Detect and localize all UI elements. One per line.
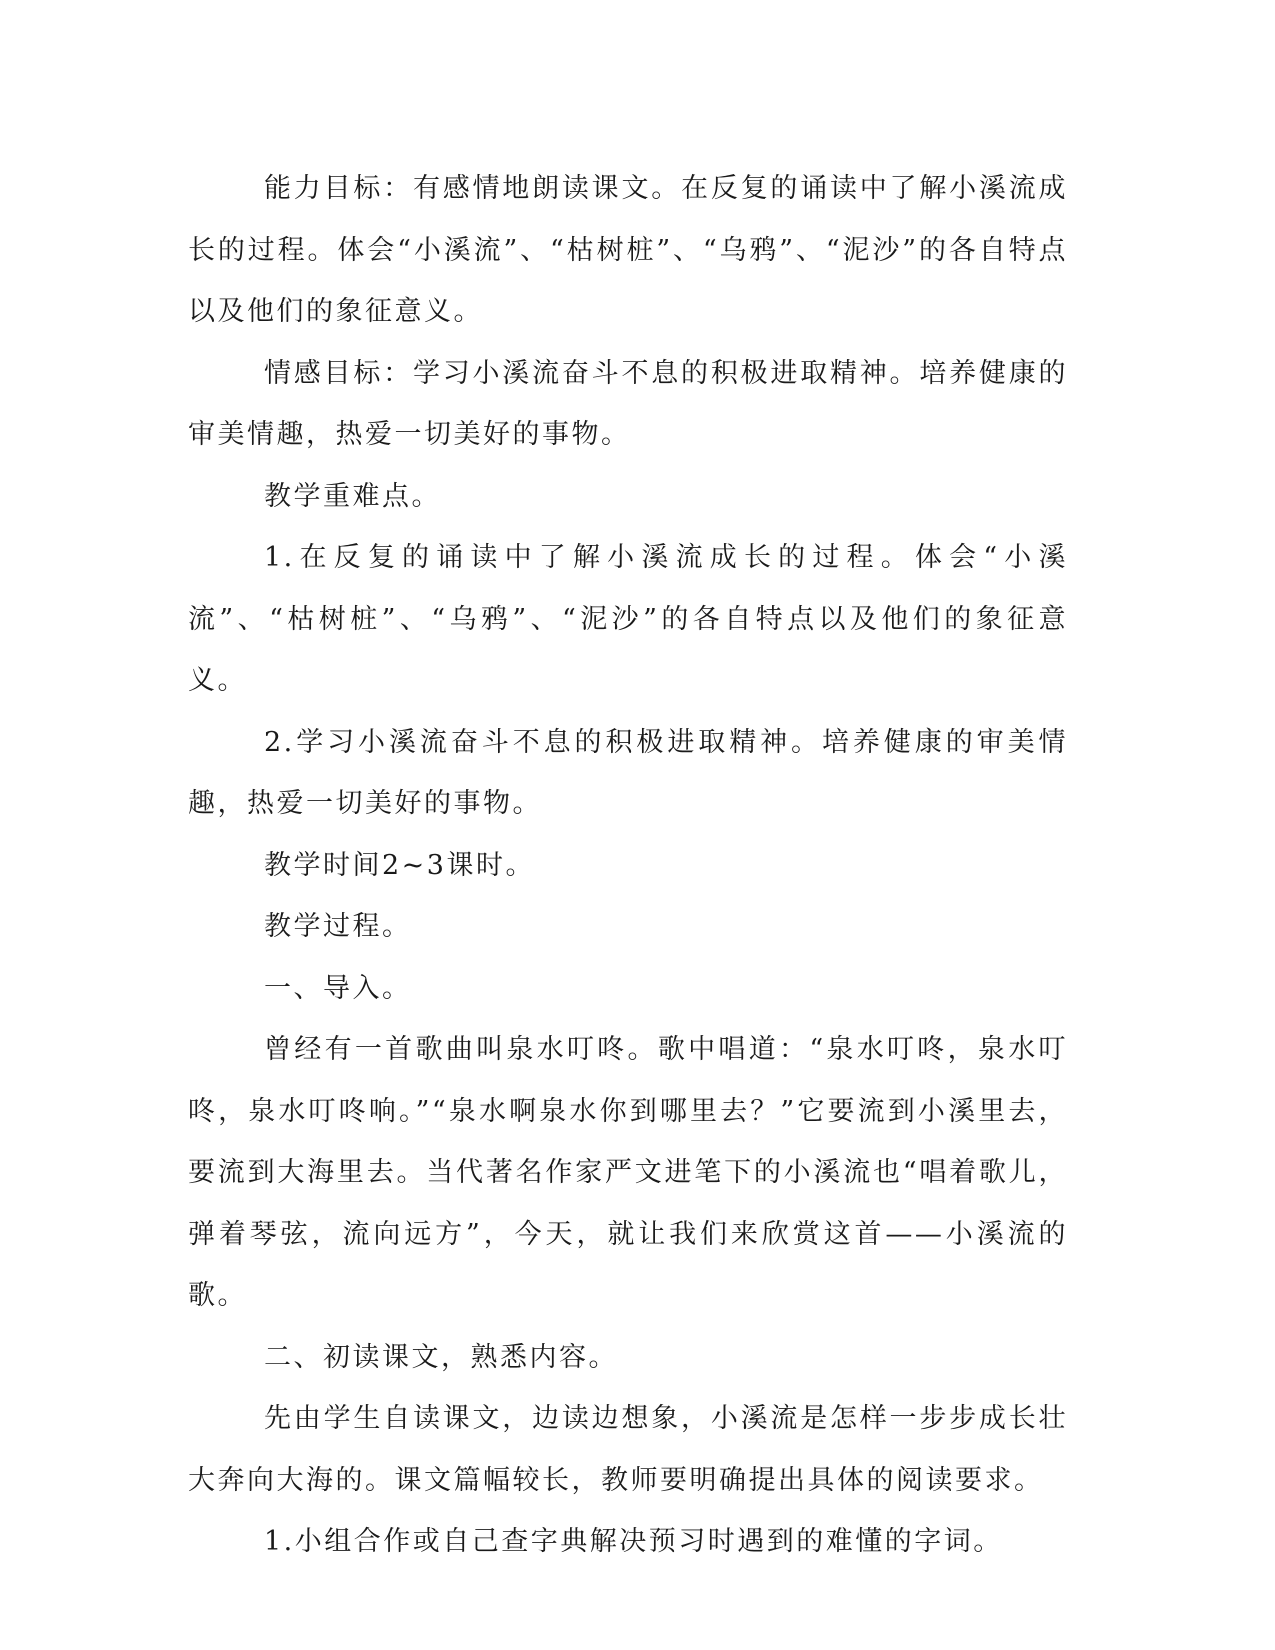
paragraph-emotion-goal: 情感目标：学习小溪流奋斗不息的积极进取精神。培养健康的审美情趣，热爱一切美好的事物。 — [188, 357, 1068, 450]
paragraph-teaching-time: 教学时间2~3课时。 — [264, 849, 535, 881]
paragraph-difficulty-2: 2.学习小溪流奋斗不息的积极进取精神。培养健康的审美情趣，热爱一切美好的事物。 — [188, 726, 1068, 819]
paragraph-section-introduction: 一、导入。 — [264, 972, 412, 1004]
paragraph-teaching-process: 教学过程。 — [264, 911, 412, 942]
document-body — [188, 158, 1068, 1573]
paragraph-difficulty-1: 1.在反复的诵读中了解小溪流成长的过程。体会“小溪流”、“枯树桩”、“乌鸦”、“泥沙”的各自特点以及他们的象征意义。 — [188, 542, 1068, 696]
paragraph-section-first-reading: 二、初读课文，熟悉内容。 — [264, 1341, 618, 1373]
paragraph-first-reading-text: 先由学生自读课文，边读边想象，小溪流是怎样一步步成长壮大奔向大海的。课文篇幅较长，教师要明确提出具体的阅读要求。 — [188, 1403, 1068, 1496]
paragraph-introduction-text: 曾经有一首歌曲叫泉水叮咚。歌中唱道：“泉水叮咚，泉水叮咚，泉水叮咚响。”“泉水啊泉水你到哪里去？”它要流到小溪里去，要流到大海里去。当代著名作家严文进笔下的小溪流也“唱着歌儿，弹着琴弦，流向远方”，今天，就让我们来欣赏这首——小溪流的歌。 — [188, 1034, 1068, 1311]
paragraph-ability-goal: 能力目标：有感情地朗读课文。在反复的诵读中了解小溪流成长的过程。体会“小溪流”、“枯树桩”、“乌鸦”、“泥沙”的各自特点以及他们的象征意义。 — [188, 173, 1068, 327]
paragraph-key-difficulties-heading: 教学重难点。 — [264, 480, 441, 512]
paragraph-reading-requirement-1: 1.小组合作或自己查字典解决预习时遇到的难懂的字词。 — [264, 1526, 1003, 1557]
